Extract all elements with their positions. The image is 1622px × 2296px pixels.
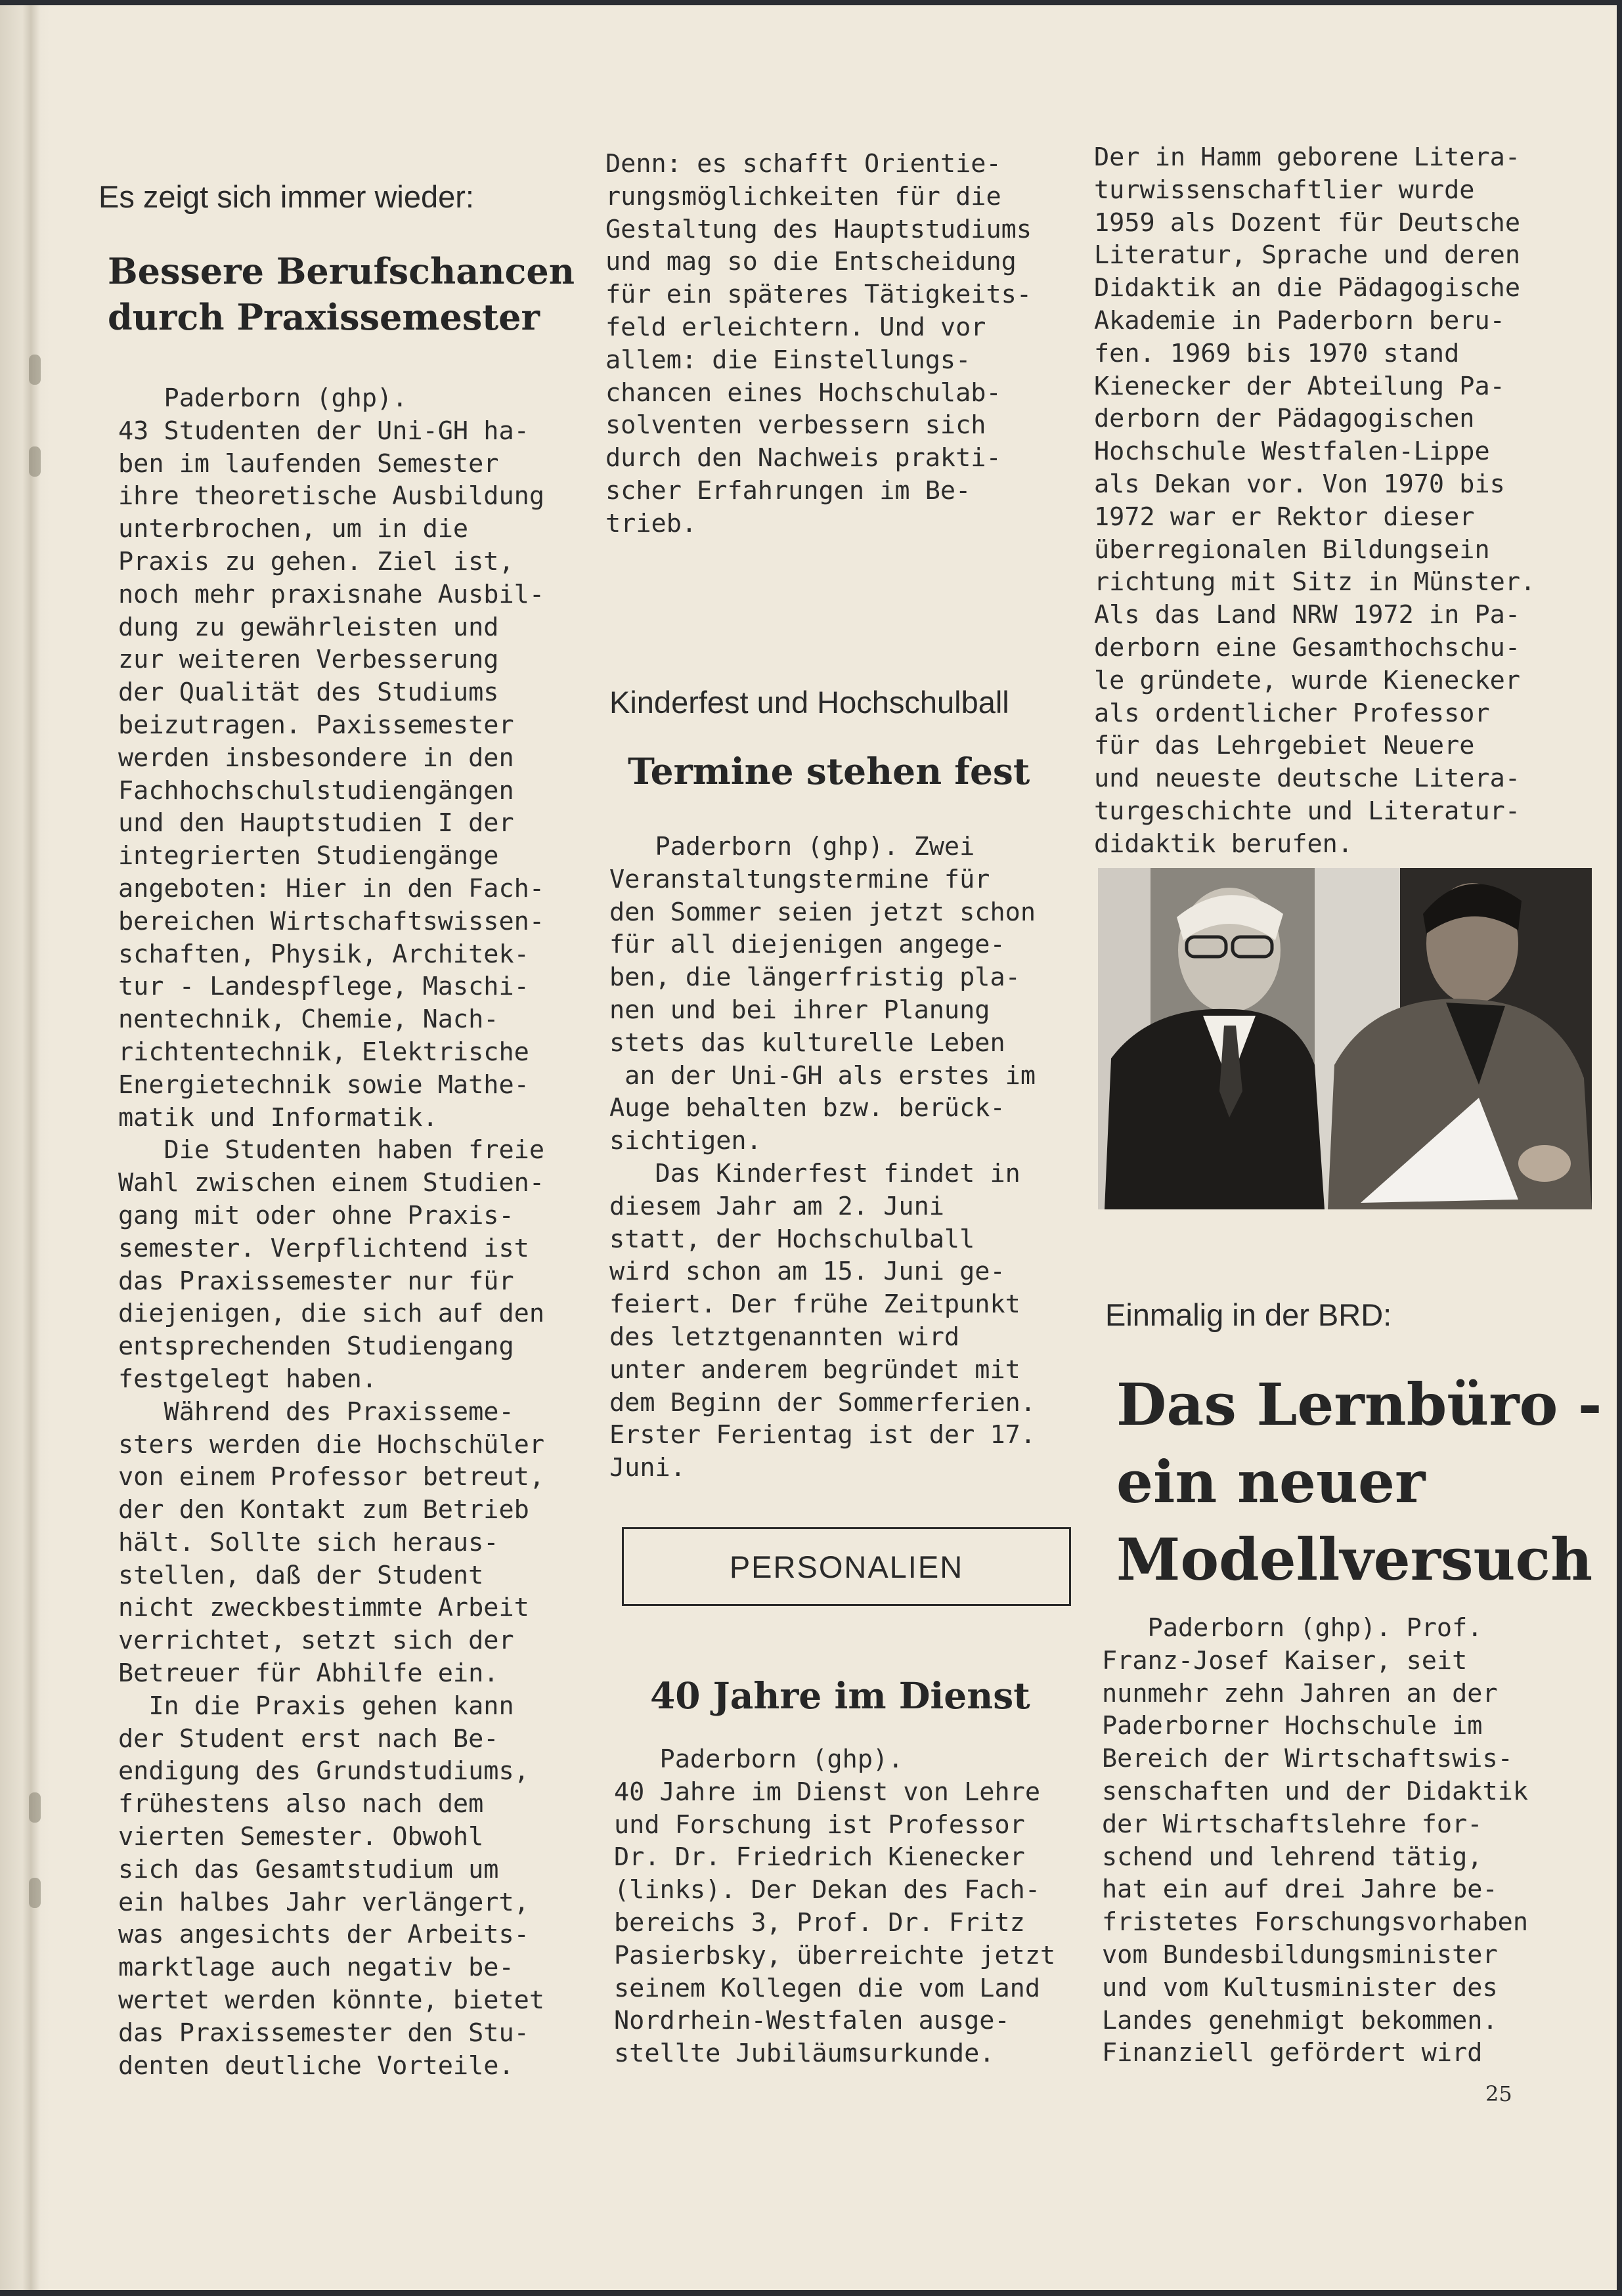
- article-kinderfest: [609, 684, 1009, 720]
- binding-staple-mark: [29, 1792, 41, 1823]
- article-lernbuero: [1105, 1297, 1392, 1333]
- article-body: Paderborn (ghp). 43 Studenten der Uni-GH ha- ben im laufenden Semester ihre theoretische Ausbildung unterbrochen, um in die Praxis zu gehen. Ziel ist, noch mehr praxisnahe Ausbil- dung zu gewährleisten und zur weiteren Verbesserung der Qualität des Studiums beizutragen. Paxissemester werden insbesondere in den Fachhochschulstudiengängen und den Hauptstudien I der integrierten Studiengänge angeboten: Hier in den Fach- bereichen Wirtschaftswissen- schaften, Physik, Architek- tur - Landespflege, Maschi- nentechnik, Chemie, Nach- richtentechnik, Elektrische Energietechnik sowie Mathe- matik und Informatik. Die Studenten haben freie Wahl zwischen einem Studien- gang mit oder ohne Praxis- semester. Verpflichtend ist das Praxissemester nur für diejenigen, die sich auf den entsprechenden Studiengang festgelegt haben. Während des Praxisseme- sters werden die Hochschüler von einem Professor betreut, der den Kontakt zum Betrieb hält. Sollte sich heraus- stellen, daß der Student nicht zweckbestimmte Arbeit verrichtet, setzt sich der Betreuer für Abhilfe ein. In die Praxis gehen kann der Student erst nach Be- endigung des Grundstudiums, frühestens also nach dem vierten Semester. Obwohl sich das Gesamtstudium um ein halbes Jahr verlängert, was angesichts der Arbeits- marktlage auch negativ be- wertet werden könnte, bietet das Praxissemester den Stu- denten deutliche Vorteile.: [118, 383, 545, 2081]
- headline-line: Bessere Berufschancen: [108, 250, 575, 292]
- article-jubilaeum: [650, 1673, 1030, 1719]
- photo-professors: [1098, 868, 1592, 1209]
- headline-line: Termine stehen fest: [628, 750, 1030, 792]
- binding-staple-mark: [29, 446, 41, 477]
- article-body: Paderborn (ghp). Zwei Veranstaltungstermine für den Sommer seien jetzt schon für all diejenigen angege- ben, die längerfristig pla- nen und bei ihrer Planung stets das kulturelle Leben an der Uni-GH als erstes im Auge behalten bzw. berück- sichtigen. Das Kinderfest findet in diesem Jahr am 2. Juni statt, der Hochschulball wird schon am 15. Juni ge- feiert. Der frühe Zeitpunkt des letztgenannten wird unter anderem begründet mit dem Beginn der Sommerferien. Erster Ferientag ist der 17. Juni.: [609, 832, 1036, 1483]
- headline-line: ein neuer: [1116, 1448, 1426, 1516]
- photo-image: [1098, 868, 1592, 1209]
- article-continuation: Der in Hamm geborene Litera- turwissenschaftlier wurde 1959 als Dozent für Deutsche Literatur, Sprache und deren Didaktik an die Pädagogische Akademie in Paderborn beru- fen. 1969 bis 1970 stand Kienecker der Abteilung Pa- derborn der Pädagogischen Hochschule Westfalen-Lippe als Dekan vor. Von 1970 bis 1972 war er Rektor dieser überregionalen Bildungsein richtung mit Sitz in Münster. Als das Land NRW 1972 in Pa- derborn eine Gesamthochschu- le gründete, wurde Kienecker als ordentlicher Professor für das Lehrgebiet Neuere und neueste deutsche Litera- turgeschichte und Literatur- didaktik berufen.: [1094, 142, 1536, 859]
- article-praxissemester: [99, 179, 474, 215]
- section-label: PERSONALIEN: [729, 1549, 964, 1584]
- binding-fold: [0, 5, 50, 2290]
- binding-staple-mark: [29, 355, 41, 385]
- article-body: Paderborn (ghp). 40 Jahre im Dienst von Lehre und Forschung ist Professor Dr. Dr. Friedrich Kienecker (links). Der Dekan des Fach- bereichs 3, Prof. Dr. Fritz Pasierbsky, überreichte jetzt seinem Kollegen die vom Land Nordrhein-Westfalen ausge- stellte Jubiläumsurkunde.: [614, 1744, 1056, 2069]
- article-kicker: Kinderfest und Hochschulball: [609, 685, 1009, 720]
- headline-line: 40 Jahre im Dienst: [650, 1674, 1030, 1717]
- section-box-personalien: [622, 1527, 1071, 1606]
- page-number: 25: [1485, 2081, 1512, 2106]
- article-headline: [108, 248, 575, 340]
- article-body: Paderborn (ghp). Prof. Franz-Josef Kaiser, seit nunmehr zehn Jahren an der Paderborner Hochschule im Bereich der Wirtschaftswis- senschaften und der Didaktik der Wirtschaftslehre for- schend und lehrend tätig, hat ein auf drei Jahre be- fristetes Forschungsvorhaben vom Bundesbildungsminister und vom Kultusminister des Landes genehmigt bekommen. Finanziell gefördert wird: [1102, 1613, 1529, 2068]
- binding-staple-mark: [29, 1878, 41, 1908]
- headline-line: Das Lernbüro -: [1116, 1370, 1602, 1439]
- article-continuation: Denn: es schafft Orientie- rungsmöglichkeiten für die Gestaltung des Hauptstudiums und mag so die Entscheidung für ein späteres Tätigkeits- feld erleichtern. Und vor allem: die Einstellungs- chancen eines Hochschulab- solventen verbessern sich durch den Nachweis prakti- scher Erfahrungen im Be- trieb.: [605, 149, 1032, 538]
- article-kicker: Es zeigt sich immer wieder:: [99, 179, 474, 214]
- article-kicker: Einmalig in der BRD:: [1105, 1297, 1392, 1332]
- headline-line: Modellversuch: [1116, 1525, 1593, 1593]
- article-headline: [628, 748, 1030, 794]
- headline-line: durch Praxissemester: [108, 296, 540, 338]
- article-headline: [1116, 1366, 1602, 1598]
